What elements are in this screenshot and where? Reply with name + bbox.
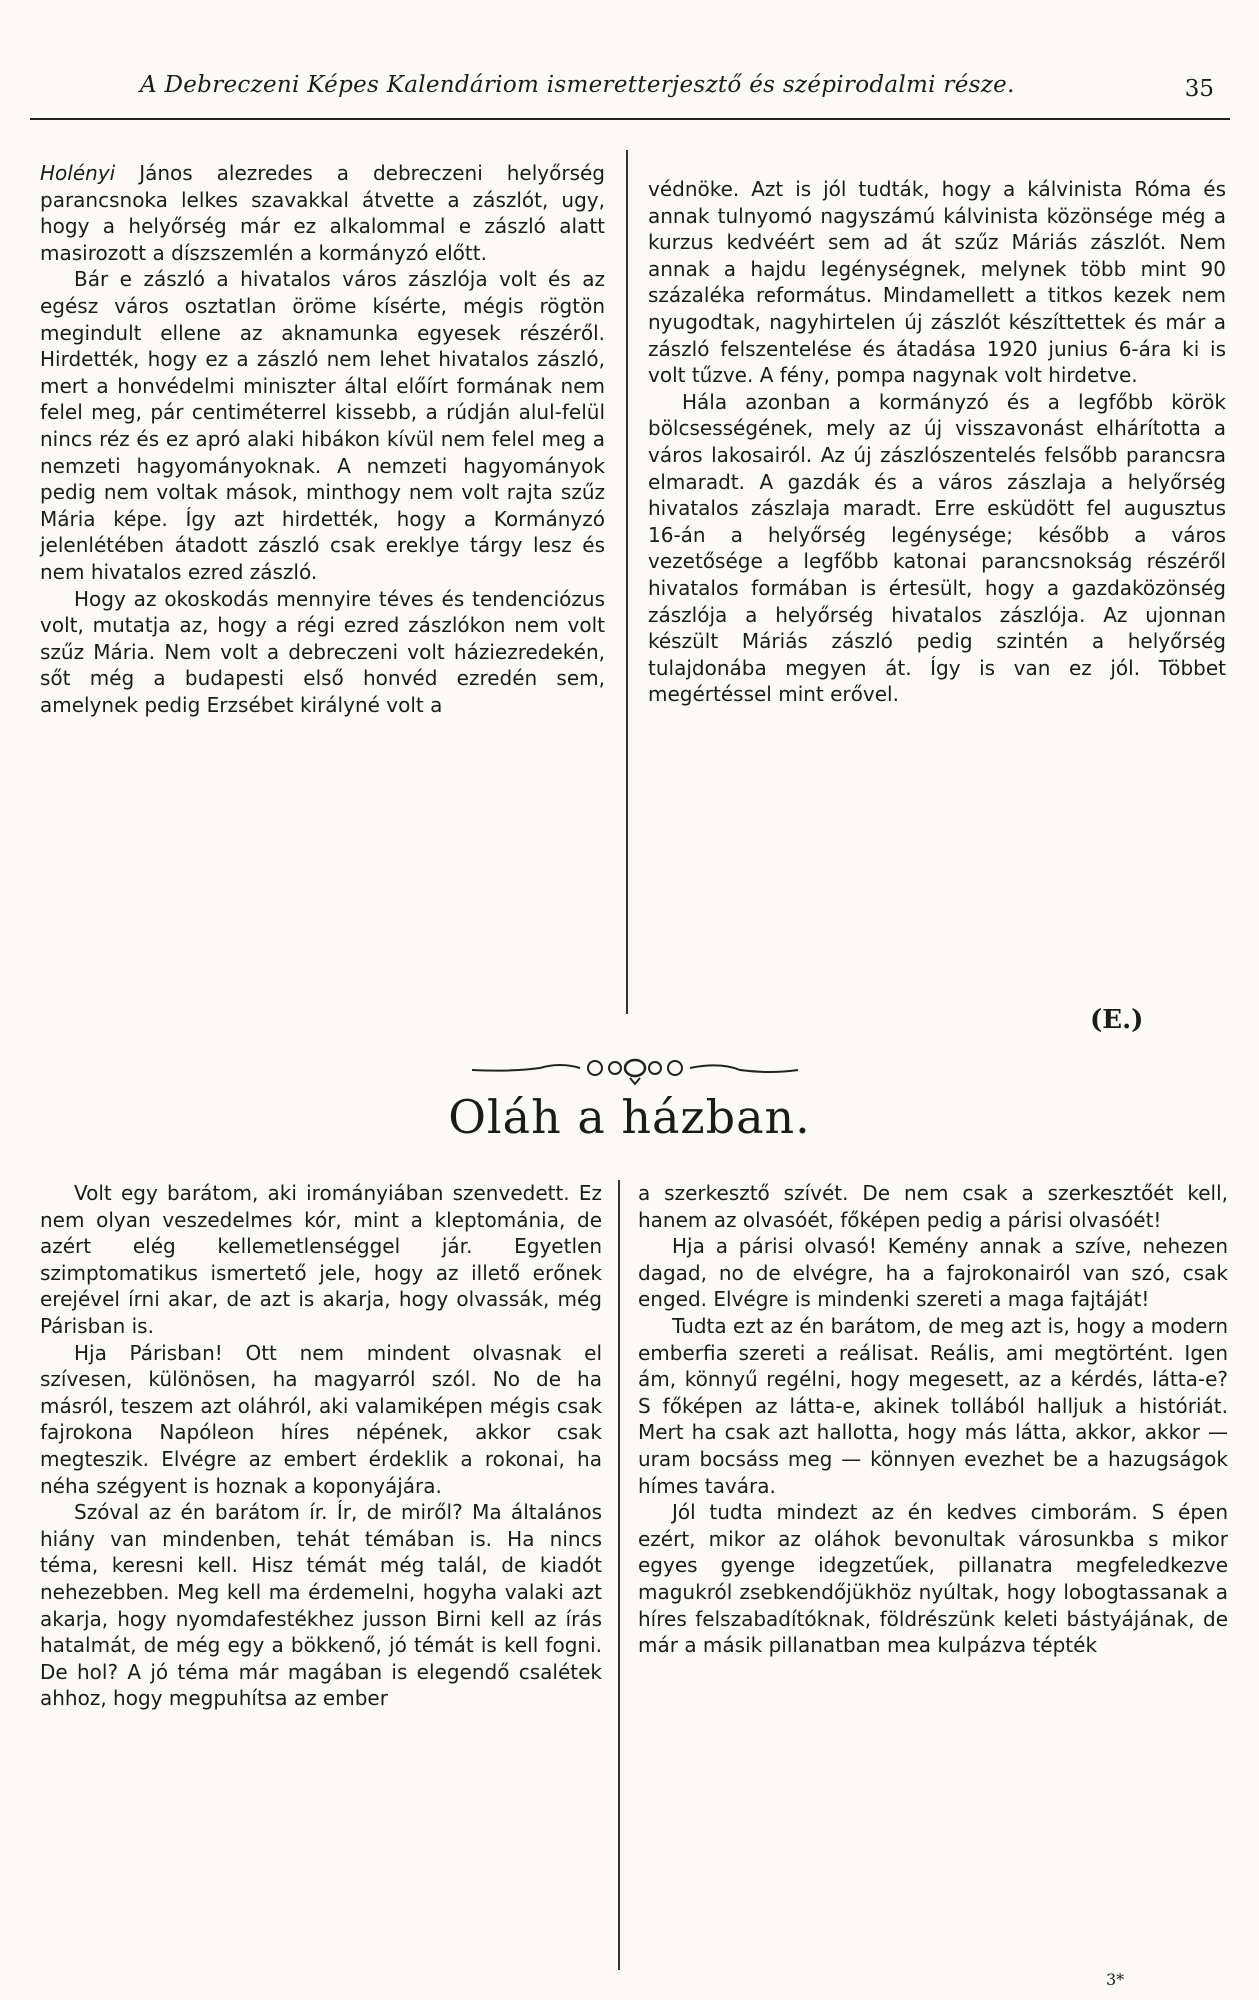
- section2-left-column: [40, 1180, 602, 1712]
- paragraph-text: János alezredes a debreczeni helyőrség parancsnoka lelkes szavakkal átvette a zászlót, ugy, hogy a helyőrség már ez alkalommal e zászló alatt masirozott a díszszemlén a kormányzó előtt.: [40, 161, 605, 265]
- paragraph: Hja a párisi olvasó! Kemény annak a szíve, nehezen dagad, no de elvégre, ha a fajrokonairól van szó, csak enged. Elvégre is mindenki szereti a maga fajtáját!: [638, 1234, 1228, 1312]
- paragraph: Szóval az én barátom ír. Ír, de miről? Ma általános hiány van mindenben, tehát témában is. Ha nincs téma, keresni kell. Hisz témát még talál, de kiadót nehezebben. Meg kell ma érdemelni, hogyha valaki azt akarja, hogy nyomdafestékhez jusson Birni kell az írás hatalmát, de még egy a bökkenő, jó témát is kell fogni. De hol? A jó téma már magában is elegendő csalétek ahhoz, hogy megpuhítsa az ember: [40, 1500, 602, 1711]
- section1-right-column: [648, 176, 1226, 708]
- column-divider-top: [626, 150, 628, 1014]
- paragraph: védnöke. Azt is jól tudták, hogy a kálvinista Róma és annak tulnyomó nagyszámú kálvinista közönsége még a kurzus kedvéért sem ad át szűz Máriás zászlót. Nem annak a hajdu legénységnek, melynek több mint 90 százaléka református. Mindamellett a titkos kezek nem nyugodtak, nagyhirtelen új zászlót készíttettek és már a zászló felszentelése és átadása 1920 junius 6-ára ki is volt tűzve. A fény, pompa nagynak volt hirdetve.: [648, 177, 1226, 388]
- paragraph: Jól tudta mindezt az én kedves cimborám. S épen ezért, mikor az oláhok bevonultak városunkba s mikor egyes gyenge idegzetűek, pillanatra megfeledkezve magukról zsebkendőjükhöz nyúltak, hogy lobogtassanak a híres felszabadítóknak, földrészünk keleti bástyájának, de már a másik pillanatban mea kulpázva tépték: [638, 1500, 1228, 1658]
- paragraph: Volt egy barátom, aki irományiában szenvedett. Ez nem olyan veszedelmes kór, mint a kleptománia, de azért elég kellemetlenséggel jár. Egyetlen szimptomatikus ismertető jele, hogy az illető erőnek erejével írni akar, de azt is akarja, hogy olvassák, még Párisban is.: [40, 1181, 602, 1338]
- name-holenyi: Holényi: [40, 161, 116, 185]
- paragraph: Hja Párisban! Ott nem mindent olvasnak el szívesen, különösen, ha magyarról szól. No de ha másról, teszem azt oláhról, aki valamiképen mégis csak fajrokona Napóleon híres népének, akkor csak megteszik. Elvégre az embert érdeklik a rokonai, ha néha szégyent is hoznak a koponyájára.: [40, 1340, 602, 1498]
- page-number: 35: [1184, 76, 1214, 102]
- section-divider-ornament: [470, 1050, 800, 1086]
- section2-right-column: [638, 1180, 1228, 1659]
- story-title: Oláh a házban.: [448, 1090, 811, 1144]
- paragraph: Hála azonban a kormányzó és a legfőbb körök bölcsességének, mely az új visszavonást elhárította a város lakosairól. Az új zászlószentelés felsőbb parancsra elmaradt. A gazdák és a város zászlaja a helyőrség hivatalos zászlaja maradt. Erre esküdött fel augusztus 16-án a helyőrség legénysége; később a város vezetősége a legfőbb katonai parancsnokság részéről hivatalos formában is értesült, hogy a gazdaközönség zászlója a helyőrség hivatalos zászlója. Az ujonnan készült Máriás zászló pedig szintén a helyőrség tulajdonába megyen át. Így is van ez jól. Többet megértéssel mint erővel.: [648, 389, 1226, 707]
- paragraph: [40, 160, 605, 266]
- paragraph: Bár e zászló a hivatalos város zászlója volt és az egész város osztatlan öröme kísérte, mégis rögtön megindult ellene az aknamunka egyesek részéről. Hirdették, hogy ez a zászló nem lehet hivatalos zászló, mert a honvédelmi miniszter által előírt formának nem felel meg, pár centiméterrel kissebb, a rúdján alul-felül nincs réz és ez apró alaki hibákon kívül nem felel meg a nemzeti hagyományoknak. A nemzeti hagyományok pedig nem voltak mások, minthogy nem volt rajta szűz Mária képe. Így azt hirdették, hogy a Kormányzó jelenlétében átadott zászló csak ereklye tárgy lesz és nem hivatalos ezred zászló.: [40, 267, 605, 584]
- author-signature: (E.): [1090, 1005, 1144, 1035]
- paragraph: Tudta ezt az én barátom, de meg azt is, hogy a modern emberfia szereti a reálisat. Reális, ami megtörtént. Igen ám, könnyű regélni, hogy megesett, az a kérdés, látta-e? S főképen az látta-e, akinek tollából halljuk a históriát. Mert ha csak azt hallotta, hogy más látta, akkor, akkor — uram bocsáss meg — könnyen evezhet be a hazugságok hímes tavára.: [638, 1313, 1228, 1498]
- paragraph: Hogy az okoskodás mennyire téves és tendenciózus volt, mutatja az, hogy a régi ezred zászlókon nem volt szűz Mária. Nem volt a debreczeni volt háziezredekén, sőt még a budapesti első honvéd ezredén sem, amelynek pedig Erzsébet királyné volt a: [40, 586, 605, 717]
- paragraph: a szerkesztő szívét. De nem csak a szerkesztőét kell, hanem az olvasóét, főképen pedig a párisi olvasóét!: [638, 1181, 1228, 1232]
- running-title: A Debreczeni Képes Kalendáriom ismeretterjesztő és szépirodalmi része.: [140, 72, 1015, 98]
- running-header: [30, 62, 1230, 120]
- column-divider-bottom: [618, 1180, 620, 1970]
- folio-mark: 3*: [1106, 1970, 1125, 1989]
- section1-left-column: [40, 160, 605, 718]
